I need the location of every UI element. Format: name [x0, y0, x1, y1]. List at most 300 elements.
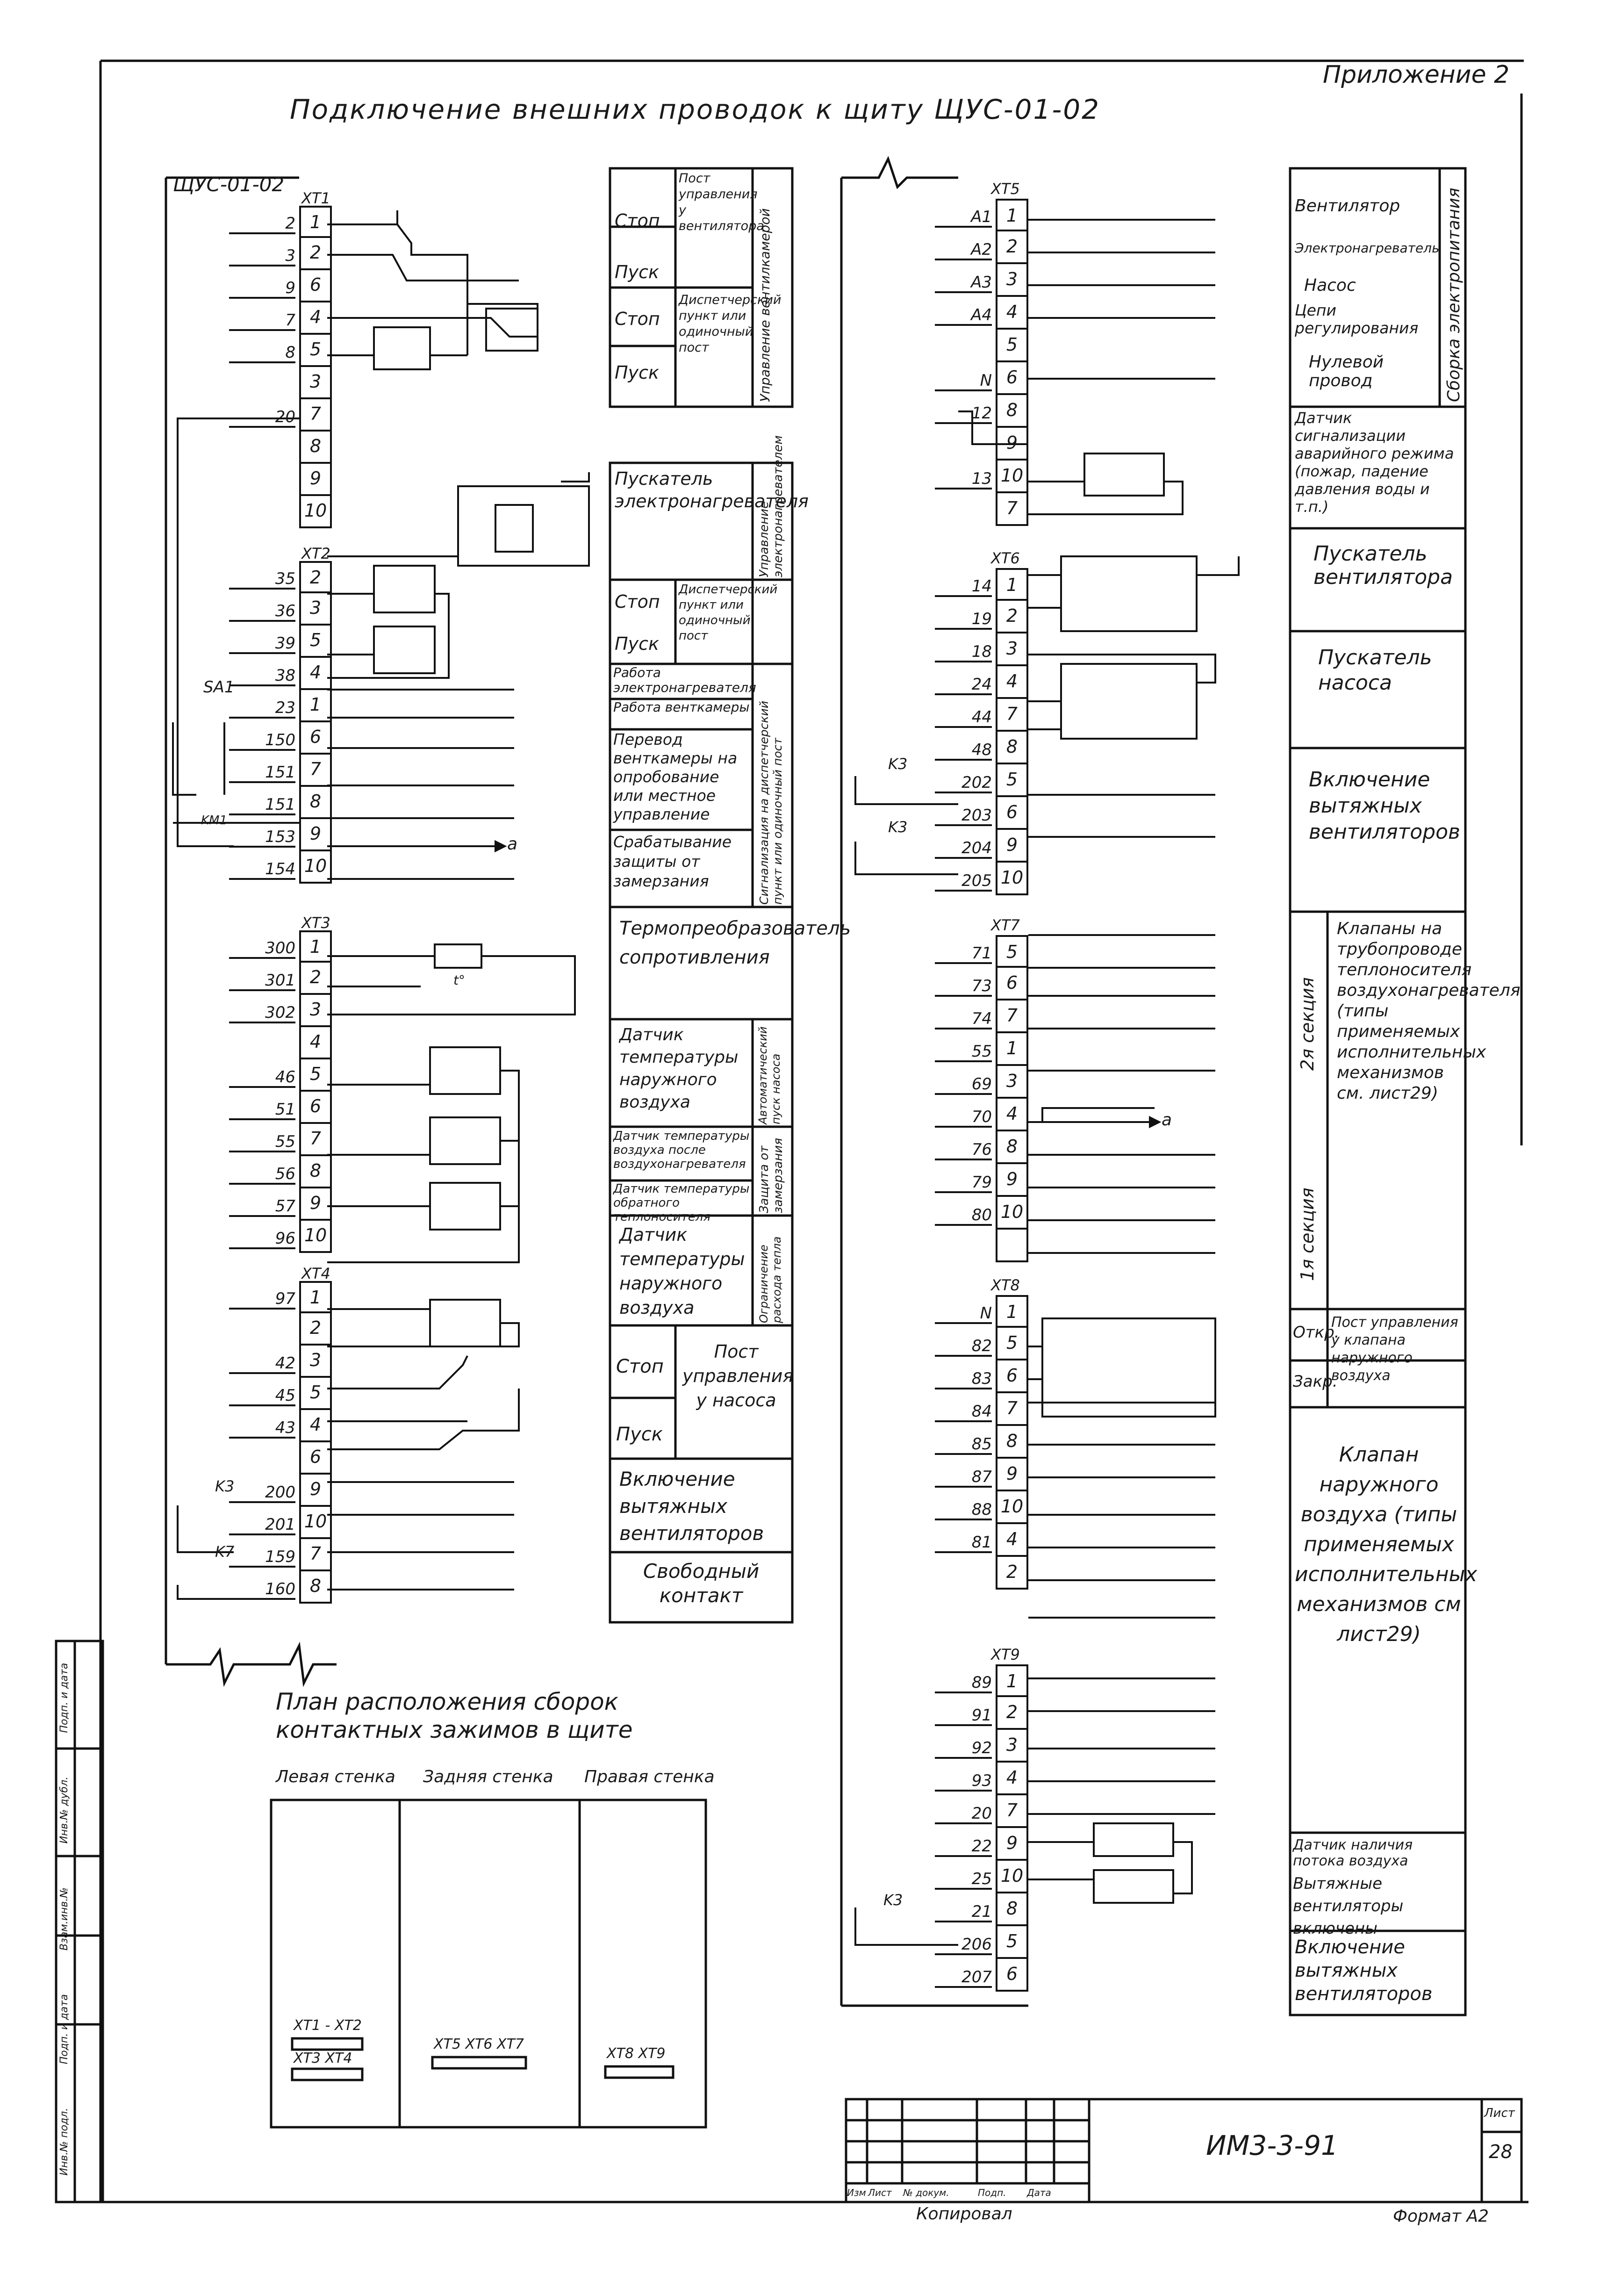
- terminal-cell: 2: [299, 238, 332, 270]
- terminal-cell: 3: [299, 367, 332, 399]
- terminal-row: [229, 851, 332, 884]
- wire-number: 38: [229, 667, 295, 686]
- wire-number: 18: [935, 643, 992, 662]
- terminal-row: [935, 461, 1028, 493]
- wire-number: [935, 1569, 992, 1586]
- panel-label: ЩУС-01-02: [173, 173, 285, 196]
- terminal-cell: 10: [299, 1221, 332, 1253]
- terminal-row: [229, 1059, 332, 1092]
- wire-number: 73: [935, 978, 992, 997]
- plan-xt1-xt2: XT1 - XT2: [294, 2017, 362, 2034]
- terminal-cell: 6: [996, 1360, 1028, 1393]
- terminal-row: [229, 1188, 332, 1221]
- terminal-cell: 9: [996, 428, 1028, 461]
- terminal-cell: 1: [996, 568, 1028, 601]
- terminal-row: [935, 199, 1028, 231]
- terminal-cell: 10: [996, 1491, 1028, 1524]
- terminal-cell: 4: [299, 658, 332, 690]
- terminal-cell: 1: [996, 1033, 1028, 1066]
- wire-number: 14: [935, 578, 992, 597]
- wire-number: 93: [935, 1772, 992, 1792]
- block-name: XT7: [991, 916, 1020, 934]
- terminal-cell: 9: [299, 464, 332, 496]
- wire-number: 3: [229, 247, 295, 266]
- terminal-cell: 6: [299, 270, 332, 302]
- col-date: Дата: [1027, 2187, 1051, 2198]
- wire-number: [229, 443, 295, 460]
- terminal-cell: 3: [996, 264, 1028, 297]
- terminal-row: [935, 1066, 1028, 1099]
- label-outdoor-sensor: Датчик температуры наружного воздуха: [619, 1025, 739, 1112]
- label-chamber-control: Управление вентилкамерой: [757, 208, 773, 402]
- wire-number: 96: [229, 1230, 295, 1249]
- block-name: XT1: [301, 189, 330, 207]
- stamp-cell: Взам.инв.№: [58, 1887, 70, 1951]
- terminal-cell: 9: [299, 819, 332, 851]
- switch-sa1-label: SA1: [203, 678, 235, 697]
- plan-xt8-xt9: XT8 XT9: [607, 2045, 666, 2062]
- label-frost-trip: Срабатывание защиты от замерзания: [613, 833, 732, 890]
- label-stop: Стоп: [615, 591, 660, 612]
- wire-number: [229, 1038, 295, 1056]
- wire-number: [229, 378, 295, 396]
- wire-number: 302: [229, 1004, 295, 1023]
- terminal-row: [229, 787, 332, 819]
- terminal-row: [229, 1442, 332, 1475]
- terminal-row: [229, 270, 332, 302]
- terminal-cell: 2: [996, 1557, 1028, 1590]
- label-neutral: Нулевой провод: [1309, 353, 1384, 390]
- wire-number: 150: [229, 732, 295, 751]
- terminal-row: [229, 464, 332, 496]
- label-section2: 2я секция: [1297, 977, 1318, 1071]
- wire-number: 205: [935, 872, 992, 892]
- wire-number: 76: [935, 1141, 992, 1160]
- terminal-row: [935, 601, 1028, 633]
- terminal-row: [229, 561, 332, 593]
- label-heat-limit: Ограничение расхода тепла: [757, 1236, 783, 1323]
- contact-k3-label: K3: [888, 755, 908, 773]
- terminal-cell: 5: [996, 1926, 1028, 1959]
- wire-number: 20: [935, 1805, 992, 1824]
- terminal-cell: 8: [996, 395, 1028, 428]
- terminal-row: [935, 330, 1028, 362]
- wire-number: 9: [229, 280, 295, 299]
- terminal-cell: 7: [996, 1000, 1028, 1033]
- wire-number: 43: [229, 1419, 295, 1439]
- stamp-cell: Подп. и дата: [58, 1663, 70, 1733]
- terminal-row: [935, 1295, 1028, 1328]
- terminal-cell: 2: [299, 561, 332, 593]
- terminal-cell: 7: [299, 1124, 332, 1156]
- label-airflow: Датчик наличия потока воздуха: [1293, 1837, 1413, 1869]
- terminal-row: [935, 1131, 1028, 1164]
- terminal-cell: 1: [299, 690, 332, 722]
- wire-number: 70: [935, 1108, 992, 1128]
- terminal-cell: 3: [299, 1346, 332, 1378]
- terminal-cell: 9: [299, 1188, 332, 1221]
- plan-left-wall: Левая стенка: [276, 1767, 395, 1786]
- wire-number: 91: [935, 1707, 992, 1726]
- terminal-row: [229, 496, 332, 528]
- contact-k3-label: K3: [883, 1891, 903, 1909]
- block-name: XT4: [301, 1265, 330, 1282]
- wire-number: 151: [229, 764, 295, 783]
- label-valve-post: Пост управления у клапана наружного воздуха: [1331, 1314, 1458, 1384]
- terminal-row: [935, 1828, 1028, 1861]
- wire-number: A1: [935, 209, 992, 228]
- page-title: Подключение внешних проводок к щиту ЩУС-01-02: [290, 94, 1101, 125]
- label-fan: Вентилятор: [1295, 196, 1400, 216]
- terminal-cell: 3: [996, 1066, 1028, 1099]
- contact-k3-label: K3: [215, 1477, 235, 1495]
- terminal-cell: 5: [996, 764, 1028, 797]
- terminal-row: [229, 1507, 332, 1539]
- terminal-cell: 6: [996, 797, 1028, 830]
- col-docnum: № докум.: [903, 2187, 949, 2198]
- label-signaling: Сигнализация на диспетчерский пункт или одиночный пост: [757, 700, 784, 905]
- terminal-row: [935, 1763, 1028, 1795]
- label-open: Откр.: [1293, 1323, 1340, 1342]
- terminal-row: [935, 1230, 1028, 1262]
- wire-number: 19: [935, 611, 992, 630]
- terminal-row: [229, 1156, 332, 1188]
- terminal-row: [229, 302, 332, 335]
- plan-xt3-xt4: XT3 XT4: [294, 2050, 352, 2066]
- wire-number: A4: [935, 307, 992, 326]
- label-stop: Стоп: [615, 309, 660, 329]
- wire-number: A2: [935, 241, 992, 260]
- terminal-cell: 4: [299, 1410, 332, 1442]
- terminal-cell: 2: [299, 963, 332, 995]
- terminal-row: [229, 399, 332, 432]
- wire-number: 82: [935, 1338, 992, 1357]
- wire-number: [935, 439, 992, 457]
- terminal-row: [935, 1697, 1028, 1730]
- plan-title: План расположения сборок контактных зажимов в щите: [276, 1688, 633, 1743]
- label-valves: Клапаны на трубопроводе теплоносителя воздухонагревателя (типы применяемых исполнительных механизмов см. лист29): [1337, 919, 1521, 1103]
- terminal-cell: 6: [299, 1442, 332, 1475]
- terminal-cell: 4: [996, 1763, 1028, 1795]
- wire-number: 160: [229, 1581, 295, 1600]
- terminal-row: [935, 1033, 1028, 1066]
- terminal-row: [229, 690, 332, 722]
- terminal-cell: 4: [299, 302, 332, 335]
- label-fan-post: Пост управления у вентилятора: [679, 171, 764, 233]
- wire-number: 46: [229, 1069, 295, 1088]
- wire-number: 200: [229, 1484, 295, 1503]
- signal-a-label: a: [1162, 1110, 1172, 1130]
- terminal-row: [935, 1730, 1028, 1763]
- signal-a-label: a: [507, 835, 518, 854]
- terminal-cell: 1: [996, 199, 1028, 231]
- label-stop: Стоп: [616, 1356, 664, 1377]
- stamp-cell: Инв.№ подл.: [58, 2108, 70, 2176]
- terminal-row: [935, 231, 1028, 264]
- wire-number: 2: [229, 215, 295, 234]
- terminal-cell: 2: [996, 601, 1028, 633]
- terminal-cell: 1: [996, 1295, 1028, 1328]
- terminal-cell: 10: [996, 1197, 1028, 1230]
- label-outdoor-valve: Клапан наружного воздуха (типы применяемых исполнительных механизмов см лист29): [1295, 1443, 1478, 1646]
- terminal-cell: 2: [299, 1313, 332, 1346]
- label-fan-starter: Пускатель вентилятора: [1313, 542, 1453, 589]
- wire-number: [229, 1454, 295, 1471]
- wire-number: 23: [229, 699, 295, 719]
- terminal-row: [935, 1861, 1028, 1893]
- wire-number: 89: [935, 1674, 992, 1693]
- terminal-row: [935, 493, 1028, 526]
- terminal-cell: 3: [996, 633, 1028, 666]
- plan-xt5-xt7: XT5 XT6 XT7: [434, 2036, 524, 2052]
- label-heater: Электронагреватель: [1295, 240, 1440, 256]
- wire-number: 84: [935, 1403, 992, 1422]
- terminal-cell: 9: [996, 830, 1028, 863]
- terminal-row: [229, 722, 332, 755]
- terminal-cell: 1: [996, 1664, 1028, 1697]
- label-return-sensor: Датчик температуры обратного теплоносителя: [613, 1182, 750, 1224]
- terminal-cell: 2: [996, 1697, 1028, 1730]
- terminal-row: [935, 428, 1028, 461]
- wire-number: N: [935, 372, 992, 391]
- terminal-cell: 10: [996, 461, 1028, 493]
- sheet-label: Лист: [1484, 2106, 1515, 2120]
- wire-number: 42: [229, 1355, 295, 1374]
- terminal-row: [935, 699, 1028, 732]
- terminal-cell: 8: [996, 1131, 1028, 1164]
- terminal-cell: 9: [299, 1475, 332, 1507]
- terminal-cell: 5: [996, 935, 1028, 968]
- terminal-row: [935, 395, 1028, 428]
- col-sheet: Лист: [868, 2187, 892, 2198]
- wire-number: [229, 1324, 295, 1342]
- wire-number: 55: [935, 1043, 992, 1062]
- wire-number: 57: [229, 1198, 295, 1217]
- terminal-row: [935, 1926, 1028, 1959]
- wire-number: 151: [229, 796, 295, 815]
- terminal-cell: 9: [996, 1164, 1028, 1197]
- wire-number: 7: [229, 312, 295, 331]
- wire-number: [935, 505, 992, 522]
- wire-number: 207: [935, 1969, 992, 1988]
- plan-right-wall: Правая стенка: [584, 1767, 715, 1786]
- block-name: XT3: [301, 914, 330, 932]
- terminal-cell: 7: [996, 1393, 1028, 1426]
- terminal-cell: 7: [996, 493, 1028, 526]
- terminal-row: [229, 1092, 332, 1124]
- wire-number: 20: [229, 409, 295, 428]
- label-exhaust-on: Включение вытяжных вентиляторов: [1309, 768, 1460, 844]
- terminal-row: [935, 1197, 1028, 1230]
- label-heater-control: Управление электронагревателем: [757, 435, 785, 577]
- terminal-row: [935, 863, 1028, 895]
- wire-number: 74: [935, 1010, 992, 1029]
- terminal-row: [229, 1124, 332, 1156]
- wire-number: 154: [229, 861, 295, 880]
- terminal-row: [229, 755, 332, 787]
- wire-number: 45: [229, 1387, 295, 1406]
- terminal-cell: 4: [996, 1524, 1028, 1557]
- terminal-cell: 4: [996, 1099, 1028, 1131]
- terminal-cell: 5: [299, 626, 332, 658]
- terminal-row: [229, 1346, 332, 1378]
- terminal-cell: [996, 1230, 1028, 1262]
- label-pump-starter: Пускатель насоса: [1318, 646, 1432, 695]
- terminal-row: [935, 1459, 1028, 1491]
- block-name: XT9: [991, 1646, 1020, 1663]
- terminal-row: [229, 1475, 332, 1507]
- wire-number: 21: [935, 1903, 992, 1922]
- wire-number: 36: [229, 603, 295, 622]
- label-pump: Насос: [1304, 276, 1356, 295]
- terminal-row: [935, 1393, 1028, 1426]
- label-heater-starter: Пускатель электронагревателя: [615, 468, 809, 511]
- terminal-row: [935, 1795, 1028, 1828]
- wire-number: 203: [935, 807, 992, 826]
- thermo-symbol: t°: [453, 972, 465, 988]
- stamp-cell: Подп. и дата: [58, 1994, 70, 2065]
- label-start: Пуск: [616, 1424, 663, 1445]
- label-start: Пуск: [615, 362, 659, 383]
- terminal-row: [935, 1360, 1028, 1393]
- terminal-row: [229, 1221, 332, 1253]
- wire-number: 55: [229, 1133, 295, 1152]
- wire-number: 201: [229, 1516, 295, 1535]
- terminal-cell: 7: [299, 1539, 332, 1571]
- sheet-number: 28: [1489, 2141, 1513, 2163]
- terminal-row: [935, 1328, 1028, 1360]
- terminal-row: [935, 1426, 1028, 1459]
- contact-km1-label: KM1: [201, 813, 228, 828]
- terminal-row: [935, 1664, 1028, 1697]
- terminal-cell: 6: [996, 968, 1028, 1000]
- wire-number: 8: [229, 344, 295, 363]
- terminal-cell: 8: [299, 1571, 332, 1604]
- terminal-row: [229, 930, 332, 963]
- terminal-row: [935, 297, 1028, 330]
- terminal-row: [229, 1410, 332, 1442]
- wire-number: 204: [935, 840, 992, 859]
- terminal-cell: 3: [299, 995, 332, 1027]
- wire-number: 159: [229, 1548, 295, 1568]
- terminal-row: [935, 1557, 1028, 1590]
- terminal-row: [935, 732, 1028, 764]
- wire-number: 79: [935, 1174, 992, 1193]
- terminal-cell: 1: [299, 1281, 332, 1313]
- terminal-row: [935, 1000, 1028, 1033]
- wire-number: 92: [935, 1740, 992, 1759]
- terminal-row: [935, 362, 1028, 395]
- terminal-cell: 7: [996, 1795, 1028, 1828]
- terminal-row: [229, 1539, 332, 1571]
- terminal-cell: 8: [299, 787, 332, 819]
- wire-number: [229, 507, 295, 525]
- terminal-row: [935, 797, 1028, 830]
- terminal-row: [935, 830, 1028, 863]
- terminal-row: [935, 264, 1028, 297]
- terminal-row: [229, 238, 332, 270]
- terminal-row: [935, 1164, 1028, 1197]
- terminal-row: [229, 206, 332, 238]
- terminal-cell: 5: [299, 1059, 332, 1092]
- label-control: Цепи регулирования: [1295, 301, 1419, 337]
- label-thermo: Термопреобразователь сопротивления: [619, 918, 851, 968]
- wire-number: 44: [935, 709, 992, 728]
- label-start: Пуск: [615, 262, 659, 282]
- terminal-cell: 1: [299, 930, 332, 963]
- label-heater-work: Работа электронагревателя: [613, 665, 756, 695]
- terminal-row: [229, 658, 332, 690]
- terminal-cell: 10: [996, 1861, 1028, 1893]
- label-free-contact: Свободный контакт: [643, 1560, 760, 1607]
- terminal-row: [935, 1959, 1028, 1992]
- terminal-cell: 8: [299, 1156, 332, 1188]
- terminal-row: [229, 335, 332, 367]
- terminal-row: [229, 1281, 332, 1313]
- terminal-row: [935, 666, 1028, 699]
- terminal-cell: 4: [299, 1027, 332, 1059]
- terminal-cell: 5: [299, 1378, 332, 1410]
- terminal-row: [935, 633, 1028, 666]
- terminal-row: [229, 963, 332, 995]
- label-power-assembly: Сборка электропитания: [1444, 187, 1464, 402]
- side-stamp: [58, 1641, 70, 2197]
- terminal-cell: 4: [996, 666, 1028, 699]
- terminal-cell: 3: [299, 593, 332, 626]
- wire-number: 69: [935, 1076, 992, 1095]
- contact-k7-label: K7: [215, 1543, 235, 1561]
- label-frost-protect: Защита от замерзания: [757, 1137, 785, 1213]
- terminal-row: [935, 968, 1028, 1000]
- terminal-row: [935, 935, 1028, 968]
- label-start: Пуск: [615, 633, 659, 654]
- wire-number: 35: [229, 570, 295, 590]
- appendix-label: Приложение 2: [1323, 61, 1510, 89]
- wire-number: 24: [935, 676, 992, 695]
- wire-number: 22: [935, 1838, 992, 1857]
- terminal-cell: 10: [299, 851, 332, 884]
- label-exhaust-status: Вытяжные вентиляторы включены: [1293, 1874, 1404, 1938]
- label-transfer: Перевод венткамеры на опробование или местное управление: [613, 730, 738, 823]
- wire-number: 48: [935, 741, 992, 761]
- label-pump-post: Пост управления у насоса: [682, 1341, 794, 1411]
- wire-number: 300: [229, 940, 295, 959]
- stamp-cell: Инв.№ дубл.: [58, 1776, 70, 1844]
- wire-number: A3: [935, 274, 992, 293]
- wire-number: 153: [229, 828, 295, 848]
- terminal-row: [935, 1524, 1028, 1557]
- wire-number: 39: [229, 635, 295, 654]
- block-name: XT2: [301, 545, 330, 562]
- terminal-cell: 8: [299, 432, 332, 464]
- block-name: XT5: [991, 180, 1020, 198]
- terminal-row: [935, 1491, 1028, 1524]
- terminal-row: [229, 432, 332, 464]
- plan-back-wall: Задняя стенка: [423, 1767, 553, 1786]
- wire-number: 83: [935, 1370, 992, 1389]
- block-name: XT6: [991, 549, 1020, 567]
- terminal-row: [935, 1099, 1028, 1131]
- wire-number: 87: [935, 1468, 992, 1488]
- wire-number: 80: [935, 1207, 992, 1226]
- contact-k3-label: K3: [888, 818, 908, 836]
- terminal-cell: 7: [996, 699, 1028, 732]
- terminal-cell: 9: [996, 1828, 1028, 1861]
- terminal-cell: 5: [299, 335, 332, 367]
- wire-number: 12: [935, 405, 992, 424]
- wire-number: [935, 1241, 992, 1259]
- wire-number: [935, 341, 992, 359]
